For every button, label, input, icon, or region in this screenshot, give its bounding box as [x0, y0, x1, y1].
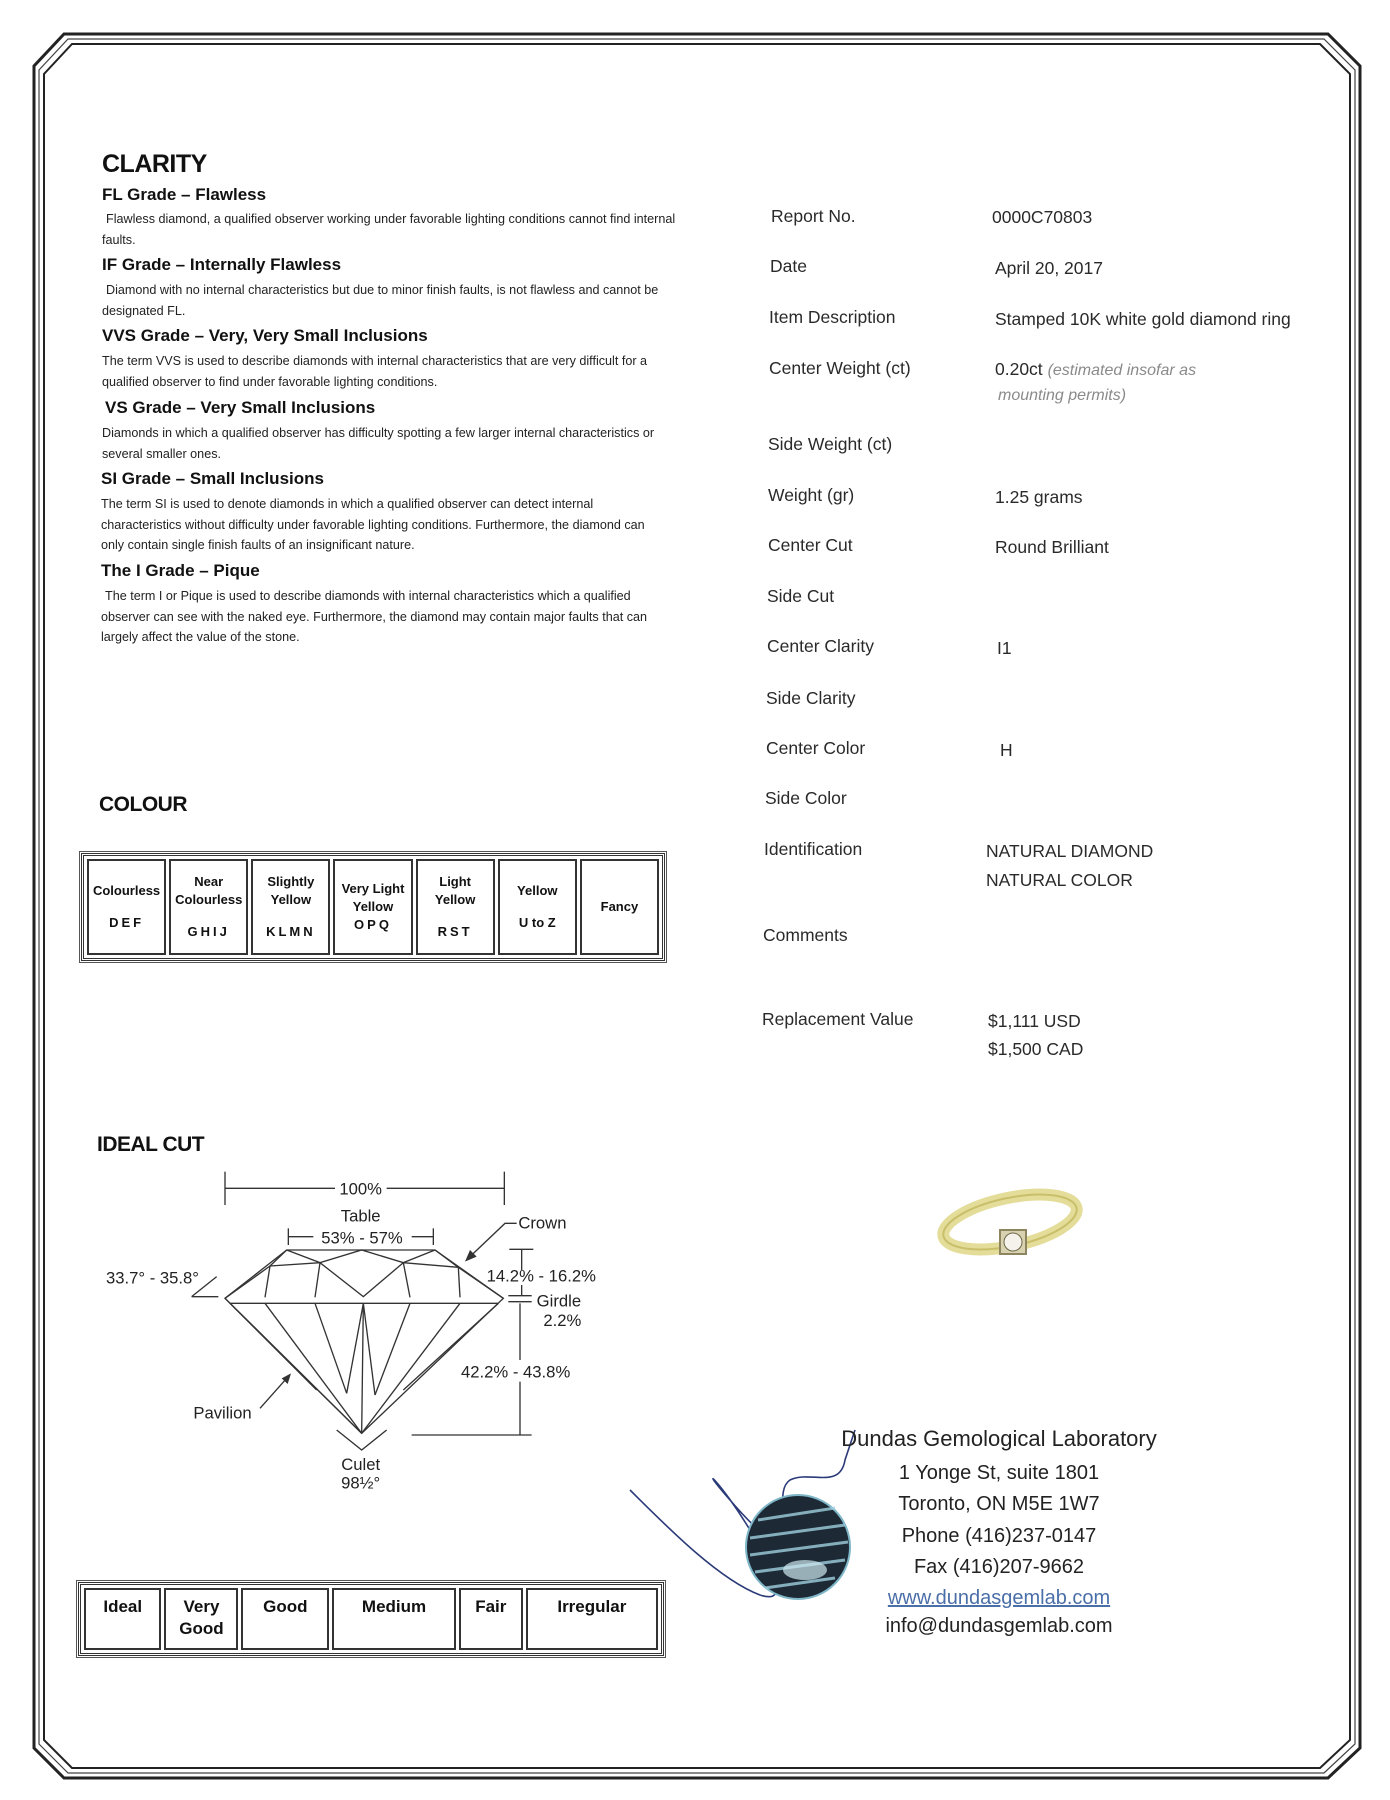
- grade-heading: IF Grade – Internally Flawless: [102, 255, 342, 274]
- colour-cell: [87, 859, 166, 955]
- grade-description: Flawless diamond, a qualified observer working under favorable lighting conditions cannot find internal faults.: [102, 212, 676, 247]
- center-clarity-label: Center Clarity: [767, 636, 874, 656]
- cut-grade-cell: Fair: [459, 1588, 523, 1650]
- grade-heading: SI Grade – Small Inclusions: [101, 469, 324, 488]
- item-description-value: Stamped 10K white gold diamond ring: [995, 309, 1291, 329]
- lab-city: Toronto, ON M5E 1W7: [898, 1493, 1100, 1515]
- grade-heading: The I Grade – Pique: [101, 561, 260, 580]
- colour-name: Light Yellow: [434, 874, 476, 907]
- grade-description: Diamonds in which a qualified observer has difficulty spotting a few larger internal characteristics or several smaller ones.: [102, 426, 655, 461]
- identification-label: Identification: [764, 839, 863, 859]
- colour-codes: U to Z: [518, 915, 556, 930]
- colour-name: Slightly Yellow: [267, 874, 315, 907]
- crown-label: Crown: [518, 1213, 567, 1233]
- culet-label: Culet: [341, 1455, 381, 1474]
- replacement-value-label: Replacement Value: [762, 1009, 914, 1029]
- replacement-value-usd: $1,111 USD: [988, 1011, 1081, 1031]
- weight-label: Weight (gr): [768, 485, 855, 505]
- center-color-label: Center Color: [766, 738, 866, 758]
- date-value: April 20, 2017: [995, 258, 1103, 278]
- replacement-value-cad: $1,500 CAD: [988, 1039, 1084, 1059]
- grade-description: The term SI is used to denote diamonds in which a qualified observer can detect internal characteristics without difficulty under favorable lighting conditions. Furthermore, the diamond can only contain single finish faults of an insignificant nature.: [101, 497, 645, 552]
- grade-description: The term I or Pique is used to describe diamonds with internal characteristics which a qualified observer can see with the naked eye. Furthermore, the diamond may contain major faults that can largely affect the value of the stone.: [101, 589, 648, 644]
- grade-heading: FL Grade – Flawless: [102, 185, 267, 204]
- diamond-outline: [225, 1250, 503, 1433]
- date-label: Date: [770, 256, 807, 276]
- ring-photo: [930, 1180, 1090, 1280]
- colour-codes: KLMN: [266, 924, 316, 939]
- colour-cell: [416, 859, 495, 955]
- website-link[interactable]: www.dundasgemlab.com: [887, 1587, 1111, 1609]
- girdle-label: Girdle: [536, 1291, 582, 1311]
- grade-description: The term VVS is used to describe diamonds with internal characteristics that are very difficult for a qualified observer to find under favorable lighting conditions.: [102, 354, 648, 389]
- colour-name: Very Light Yellow: [341, 881, 405, 914]
- grade-description: Diamond with no internal characteristics but due to minor finish faults, is not flawless and cannot be designated FL.: [102, 283, 659, 318]
- grade-heading: VVS Grade – Very, Very Small Inclusions: [102, 326, 428, 345]
- comments-label: Comments: [763, 925, 848, 945]
- center-weight-note: (estimated insofar as: [1047, 362, 1197, 379]
- table-label: Table: [340, 1206, 381, 1226]
- center-cut-value: Round Brilliant: [995, 537, 1109, 557]
- cut-grade-cell: Irregular: [526, 1588, 658, 1650]
- crown-angle: 33.7° - 35.8°: [106, 1268, 199, 1288]
- colour-cell: [580, 859, 659, 955]
- colour-codes: DEF: [109, 915, 145, 930]
- side-cut-label: Side Cut: [767, 586, 835, 606]
- side-weight-label: Side Weight (ct): [768, 434, 893, 454]
- center-cut-label: Center Cut: [768, 535, 853, 555]
- colour-cell: [169, 859, 248, 955]
- item-description-label: Item Description: [769, 307, 896, 327]
- culet-angle: 98½°: [341, 1473, 381, 1493]
- cut-grade-cell: Good: [241, 1588, 329, 1650]
- cut-grade-cell: Ideal: [84, 1588, 161, 1650]
- crown-height: 14.2% - 16.2%: [486, 1266, 596, 1286]
- center-weight-label: Center Weight (ct): [769, 358, 911, 378]
- center-weight-number: 0.20ct: [995, 359, 1043, 379]
- center-clarity-value: I1: [997, 638, 1012, 658]
- colour-codes: RST: [437, 924, 473, 939]
- colour-cell: [251, 859, 330, 955]
- colour-cell: [333, 859, 412, 955]
- colour-scale-table: [81, 853, 665, 961]
- identification-value: NATURAL DIAMOND: [986, 841, 1154, 861]
- center-weight-note-cont: mounting permits): [998, 387, 1127, 404]
- report-no-value: 0000C70803: [992, 207, 1093, 227]
- diameter-label: 100%: [339, 1179, 382, 1199]
- clarity-title: CLARITY: [102, 150, 207, 178]
- center-weight-value: [995, 359, 1196, 380]
- colour-name: Fancy: [600, 899, 639, 914]
- girdle-value: 2.2%: [543, 1311, 582, 1330]
- identification-value-2: NATURAL COLOR: [986, 870, 1133, 890]
- lab-website: [799, 1587, 1199, 1610]
- side-color-label: Side Color: [765, 788, 847, 808]
- colour-title: COLOUR: [99, 793, 187, 816]
- pavilion-depth: 42.2% - 43.8%: [461, 1362, 571, 1382]
- center-color-value: H: [1000, 740, 1013, 760]
- lab-name: Dundas Gemological Laboratory: [841, 1426, 1157, 1451]
- table-range: 53% - 57%: [321, 1228, 403, 1248]
- side-clarity-label: Side Clarity: [766, 688, 856, 708]
- ideal-cut-diagram: [90, 1160, 611, 1510]
- colour-name: Near Colourless: [175, 874, 243, 907]
- lab-fax: Fax (416)207-9662: [913, 1556, 1085, 1578]
- ideal-cut-title: IDEAL CUT: [97, 1133, 205, 1156]
- colour-name: Colourless: [92, 883, 161, 898]
- colour-name: Yellow: [517, 883, 558, 898]
- cut-grade-table: [78, 1582, 664, 1656]
- report-no-label: Report No.: [771, 206, 856, 226]
- grade-heading: VS Grade – Very Small Inclusions: [105, 398, 376, 417]
- cut-grade-cell: Medium: [332, 1588, 456, 1650]
- colour-cell: [498, 859, 577, 955]
- colour-codes: OPQ: [354, 917, 392, 932]
- pavilion-label: Pavilion: [193, 1403, 252, 1423]
- lab-phone: Phone (416)237-0147: [901, 1525, 1097, 1547]
- lab-email[interactable]: info@dundasgemlab.com: [885, 1615, 1113, 1637]
- weight-value: 1.25 grams: [995, 487, 1083, 507]
- colour-codes: GHIJ: [187, 924, 230, 939]
- cut-grade-cell: Very Good: [164, 1588, 238, 1650]
- lab-address: 1 Yonge St, suite 1801: [898, 1462, 1100, 1484]
